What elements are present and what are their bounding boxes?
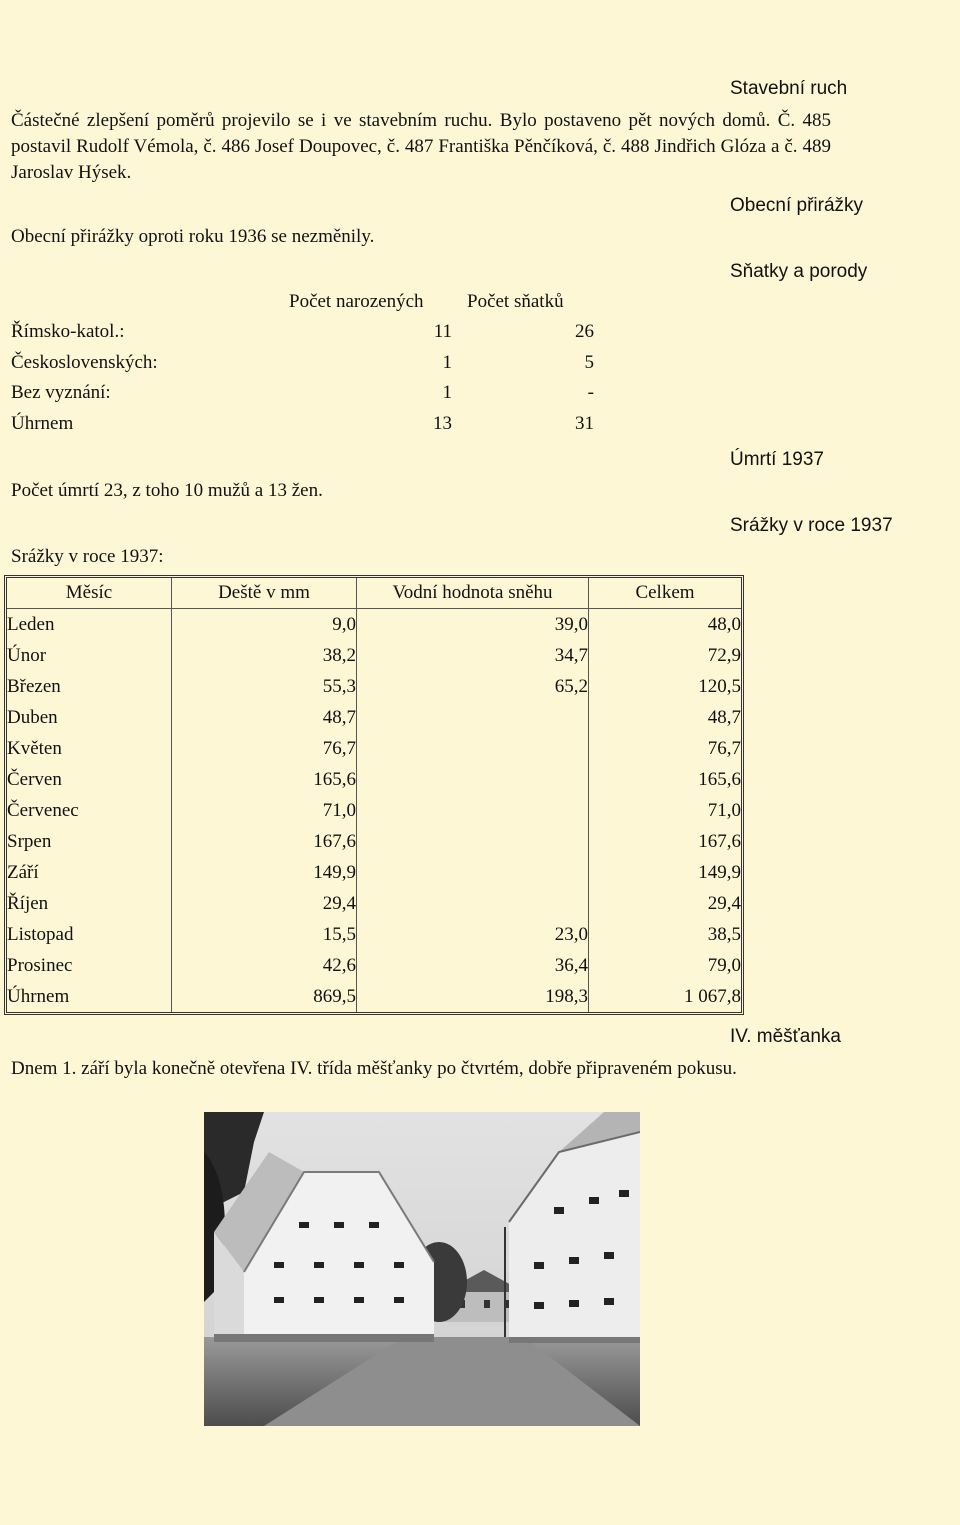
margin-note-mestanka: IV. měšťanka bbox=[730, 1026, 841, 1047]
cell-total: 120,5 bbox=[698, 675, 741, 697]
margin-note-umrti: Úmrtí 1937 bbox=[730, 449, 824, 470]
cell-rain: 71,0 bbox=[172, 795, 357, 826]
cell-rain: 55,3 bbox=[172, 671, 357, 702]
marriages-value: - bbox=[587, 382, 594, 403]
cell-month: Úhrnem bbox=[7, 981, 172, 1012]
school-paragraph: Dnem 1. září byla konečně otevřena IV. třída měšťanky po čtvrtém, dobře připraveném pokusu. bbox=[11, 1058, 737, 1079]
table-row bbox=[7, 981, 741, 1012]
cell-month: Prosinec bbox=[7, 950, 172, 981]
rain-heading: Srážky v roce 1937: bbox=[11, 546, 164, 567]
cell-snow: 23,0 bbox=[357, 919, 589, 950]
margin-note-obecni-prirazky: Obecní přirážky bbox=[730, 195, 864, 216]
cell-total: 38,5 bbox=[707, 923, 741, 945]
building-photo-image bbox=[204, 1112, 640, 1426]
cell-total: 71,0 bbox=[707, 799, 741, 821]
table-row bbox=[7, 640, 741, 671]
cell-snow: 39,0 bbox=[357, 609, 589, 640]
table-row bbox=[7, 702, 741, 733]
cell-month: Květen bbox=[7, 733, 172, 764]
cell-month: Únor bbox=[7, 640, 172, 671]
cell-month: Leden bbox=[7, 609, 172, 640]
cell-rain: 76,7 bbox=[172, 733, 357, 764]
cell-rain: 38,2 bbox=[172, 640, 357, 671]
cell-total: 76,7 bbox=[707, 737, 741, 759]
cell-snow bbox=[357, 795, 589, 826]
table-row bbox=[7, 733, 741, 764]
cell-snow bbox=[357, 733, 589, 764]
cell-total: 48,0 bbox=[707, 613, 741, 635]
marriages-header: Počet sňatků bbox=[467, 291, 564, 312]
cell-total: 72,9 bbox=[707, 644, 741, 666]
margin-note-srazky: Srážky v roce 1937 bbox=[730, 515, 893, 536]
cell-rain: 869,5 bbox=[172, 981, 357, 1012]
table-row bbox=[7, 950, 741, 981]
table-row bbox=[7, 795, 741, 826]
births-value: 11 bbox=[433, 321, 452, 342]
cell-total: 167,6 bbox=[698, 830, 741, 852]
births-header: Počet narozených bbox=[289, 291, 424, 312]
cell-month: Říjen bbox=[7, 888, 172, 919]
prirazky-paragraph: Obecní přirážky oproti roku 1936 se nezměnily. bbox=[11, 226, 375, 247]
cell-total: 48,7 bbox=[707, 706, 741, 728]
rain-table-header bbox=[7, 578, 741, 609]
header-rain: Deště v mm bbox=[172, 578, 357, 609]
cell-total: 1 067,8 bbox=[684, 985, 741, 1007]
cell-total: 165,6 bbox=[698, 768, 741, 790]
cell-snow: 34,7 bbox=[357, 640, 589, 671]
cell-month: Červenec bbox=[7, 795, 172, 826]
births-row-label: Bez vyznání: bbox=[11, 382, 111, 403]
cell-month: Listopad bbox=[7, 919, 172, 950]
cell-snow: 198,3 bbox=[357, 981, 589, 1012]
marriages-value: 5 bbox=[584, 352, 594, 373]
births-value: 13 bbox=[433, 413, 452, 434]
cell-month: Červen bbox=[7, 764, 172, 795]
cell-snow bbox=[357, 702, 589, 733]
table-row bbox=[7, 609, 741, 640]
cell-rain: 9,0 bbox=[172, 609, 357, 640]
cell-snow bbox=[357, 826, 589, 857]
cell-month: Duben bbox=[7, 702, 172, 733]
cell-rain: 167,6 bbox=[172, 826, 357, 857]
births-row-label: Římsko-katol.: bbox=[11, 321, 125, 342]
table-row bbox=[7, 857, 741, 888]
cell-month: Březen bbox=[7, 671, 172, 702]
deaths-paragraph: Počet úmrtí 23, z toho 10 mužů a 13 žen. bbox=[11, 480, 323, 501]
births-row-label: Úhrnem bbox=[11, 413, 74, 434]
cell-total: 79,0 bbox=[707, 954, 741, 976]
header-snow: Vodní hodnota sněhu bbox=[357, 578, 589, 609]
cell-rain: 149,9 bbox=[172, 857, 357, 888]
cell-snow bbox=[357, 888, 589, 919]
table-row bbox=[7, 764, 741, 795]
building-photo bbox=[204, 1112, 640, 1426]
table-row bbox=[7, 671, 741, 702]
header-total: Celkem bbox=[589, 578, 741, 609]
margin-note-stavebni-ruch: Stavební ruch bbox=[730, 78, 848, 99]
building-paragraph: Částečné zlepšení poměrů projevilo se i ve stavebním ruchu. Bylo postaveno pět nových domů. Č. 485 postavil Rudolf Vémola, č. 486 Josef Doupovec, č. 487 Františka Pěnčíková, č. 488 Jindřich Glóza a č. 489 Jaroslav Hýsek. bbox=[11, 110, 831, 183]
cell-snow bbox=[357, 857, 589, 888]
cell-total: 149,9 bbox=[698, 861, 741, 883]
marriages-value: 31 bbox=[575, 413, 594, 434]
cell-total: 29,4 bbox=[707, 892, 741, 914]
cell-snow: 36,4 bbox=[357, 950, 589, 981]
cell-rain: 165,6 bbox=[172, 764, 357, 795]
cell-rain: 15,5 bbox=[172, 919, 357, 950]
births-value: 1 bbox=[442, 382, 452, 403]
cell-rain: 42,6 bbox=[172, 950, 357, 981]
cell-month: Září bbox=[7, 857, 172, 888]
cell-rain: 48,7 bbox=[172, 702, 357, 733]
rain-table bbox=[4, 575, 744, 1015]
cell-snow bbox=[357, 764, 589, 795]
cell-rain: 29,4 bbox=[172, 888, 357, 919]
table-row bbox=[7, 919, 741, 950]
births-value: 1 bbox=[442, 352, 452, 373]
header-month: Měsíc bbox=[7, 578, 172, 609]
table-row bbox=[7, 826, 741, 857]
cell-month: Srpen bbox=[7, 826, 172, 857]
margin-note-snatky-porody: Sňatky a porody bbox=[730, 261, 868, 282]
marriages-value: 26 bbox=[575, 321, 594, 342]
table-row bbox=[7, 888, 741, 919]
cell-snow: 65,2 bbox=[357, 671, 589, 702]
births-row-label: Československých: bbox=[11, 352, 158, 373]
